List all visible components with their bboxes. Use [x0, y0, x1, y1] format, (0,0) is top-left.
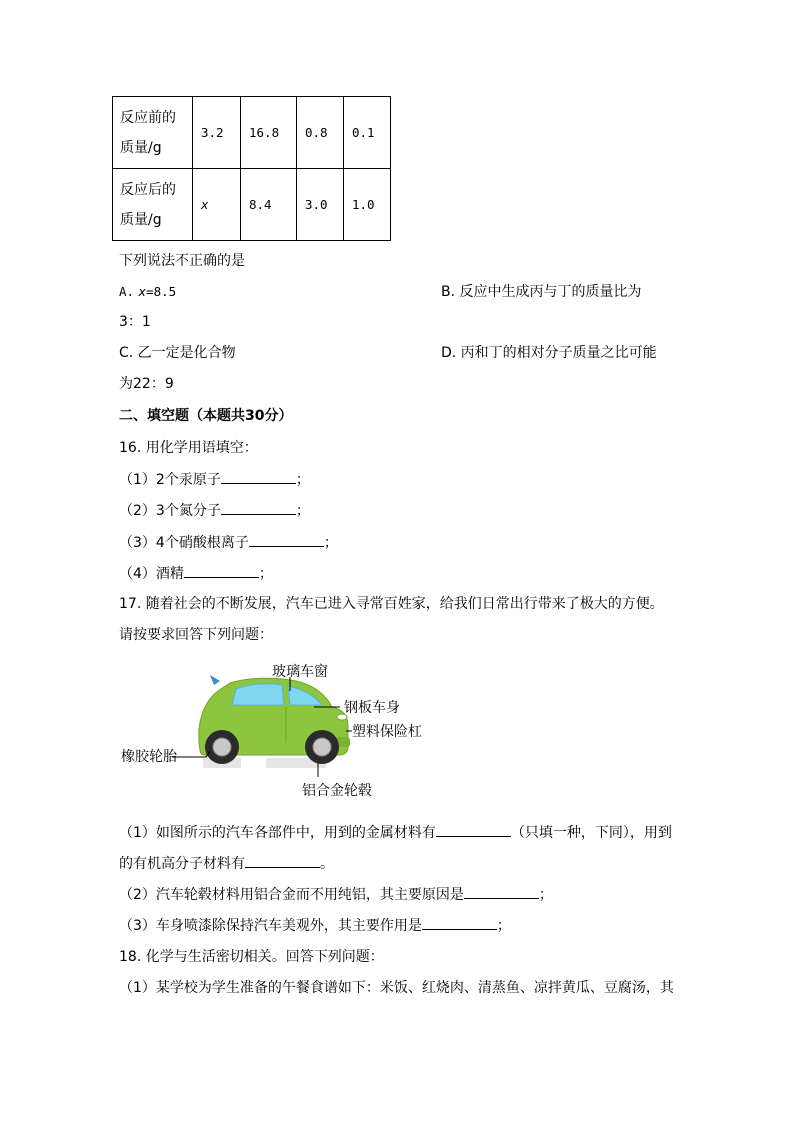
option-a-letter: A. [119, 284, 135, 299]
answer-blank[interactable] [249, 532, 324, 547]
q17-stem-line1: 17. 随着社会的不断发展，汽车已进入寻常百姓家，给我们日常出行带来了极大的方便。 [119, 596, 664, 612]
q17-part3-label: （3）车身喷漆除保持汽车美观外，其主要作用是 [119, 918, 422, 934]
row-header-line2: 质量/g [120, 211, 162, 228]
q17-stem-line2: 请按要求回答下列问题： [119, 627, 273, 643]
antenna [210, 675, 220, 685]
answer-blank[interactable] [221, 469, 296, 484]
answer-blank[interactable] [245, 853, 320, 868]
label-plastic-bumper: 塑料保险杠 [352, 724, 422, 740]
table-row [113, 169, 391, 241]
wheel-rim [213, 738, 231, 756]
q16-item4-label: （4）酒精 [119, 566, 184, 582]
q17-part2-label: （2）汽车轮毂材料用铝合金而不用纯铝，其主要原因是 [119, 887, 464, 903]
q17-part1-line1 [119, 822, 672, 843]
q18-part1: （1）某学校为学生准备的午餐食谱如下：米饭、红烧肉、清蒸鱼、凉拌黄瓜、豆腐汤，其 [119, 980, 674, 996]
semicolon: ； [295, 472, 310, 488]
q16-item3 [119, 532, 338, 553]
q17-part1-b: （只填一种，下同），用到 [510, 825, 672, 841]
table-cell: 1.0 [344, 169, 391, 241]
table-cell: 3.0 [297, 169, 344, 241]
answer-blank[interactable] [184, 563, 259, 578]
table-cell: 8.4 [241, 169, 297, 241]
semicolon: ； [538, 887, 553, 903]
option-d: D. 丙和丁的相对分子质量之比可能 [441, 345, 657, 361]
label-alloy-wheel: 铝合金轮毂 [302, 783, 372, 799]
table-cell: 16.8 [241, 97, 297, 169]
table-cell: 0.1 [344, 97, 391, 169]
row-header [113, 97, 193, 169]
question-prompt: 下列说法不正确的是 [119, 253, 245, 269]
option-a [119, 282, 176, 302]
q17-part1-line2 [119, 853, 334, 874]
q16-item1-label: （1）2个汞原子 [119, 472, 221, 488]
data-table [112, 96, 391, 241]
option-a-var: x [138, 284, 147, 299]
q17-part2 [119, 884, 553, 905]
q16-item4 [119, 563, 273, 584]
label-glass-window: 玻璃车窗 [272, 664, 328, 680]
row-header [113, 169, 193, 241]
label-steel-body: 钢板车身 [344, 700, 400, 716]
period: 。 [320, 856, 334, 872]
row-header-line2: 质量/g [120, 139, 162, 156]
wheel-rim [313, 738, 331, 756]
table-cell: 3.2 [193, 97, 241, 169]
q16-item3-label: （3）4个硝酸根离子 [119, 535, 249, 551]
q17-part3 [119, 915, 511, 936]
q16-item1 [119, 469, 310, 490]
answer-blank[interactable] [436, 822, 511, 837]
section-title: 二、填空题（本题共30分） [119, 408, 293, 424]
answer-blank[interactable] [422, 915, 497, 930]
answer-blank[interactable] [464, 884, 539, 899]
q16-item2-label: （2）3个氮分子 [119, 503, 221, 519]
option-a-rest: =8.5 [146, 284, 177, 299]
row-header-line1: 反应后的 [120, 181, 176, 198]
table-row [113, 97, 391, 169]
table-cell: x [193, 169, 241, 241]
q16-item2 [119, 500, 310, 521]
q17-part1-a: （1）如图所示的汽车各部件中，用到的金属材料有 [119, 825, 436, 841]
semicolon: ； [295, 503, 310, 519]
q17-part1-c: 的有机高分子材料有 [119, 856, 245, 872]
option-b: B. 反应中生成丙与丁的质量比为 [441, 284, 642, 300]
option-d-continued: 为22：9 [119, 376, 174, 392]
option-c: C. 乙一定是化合物 [119, 345, 236, 361]
table-cell: 0.8 [297, 97, 344, 169]
option-b-continued: 3：1 [119, 314, 151, 330]
semicolon: ； [258, 566, 273, 582]
q16-stem: 16. 用化学用语填空： [119, 440, 258, 456]
label-rubber-tire: 橡胶轮胎 [121, 749, 177, 765]
q18-stem: 18. 化学与生活密切相关。回答下列问题： [119, 949, 384, 965]
semicolon: ； [496, 918, 511, 934]
answer-blank[interactable] [221, 500, 296, 515]
row-header-line1: 反应前的 [120, 109, 176, 126]
semicolon: ； [323, 535, 338, 551]
